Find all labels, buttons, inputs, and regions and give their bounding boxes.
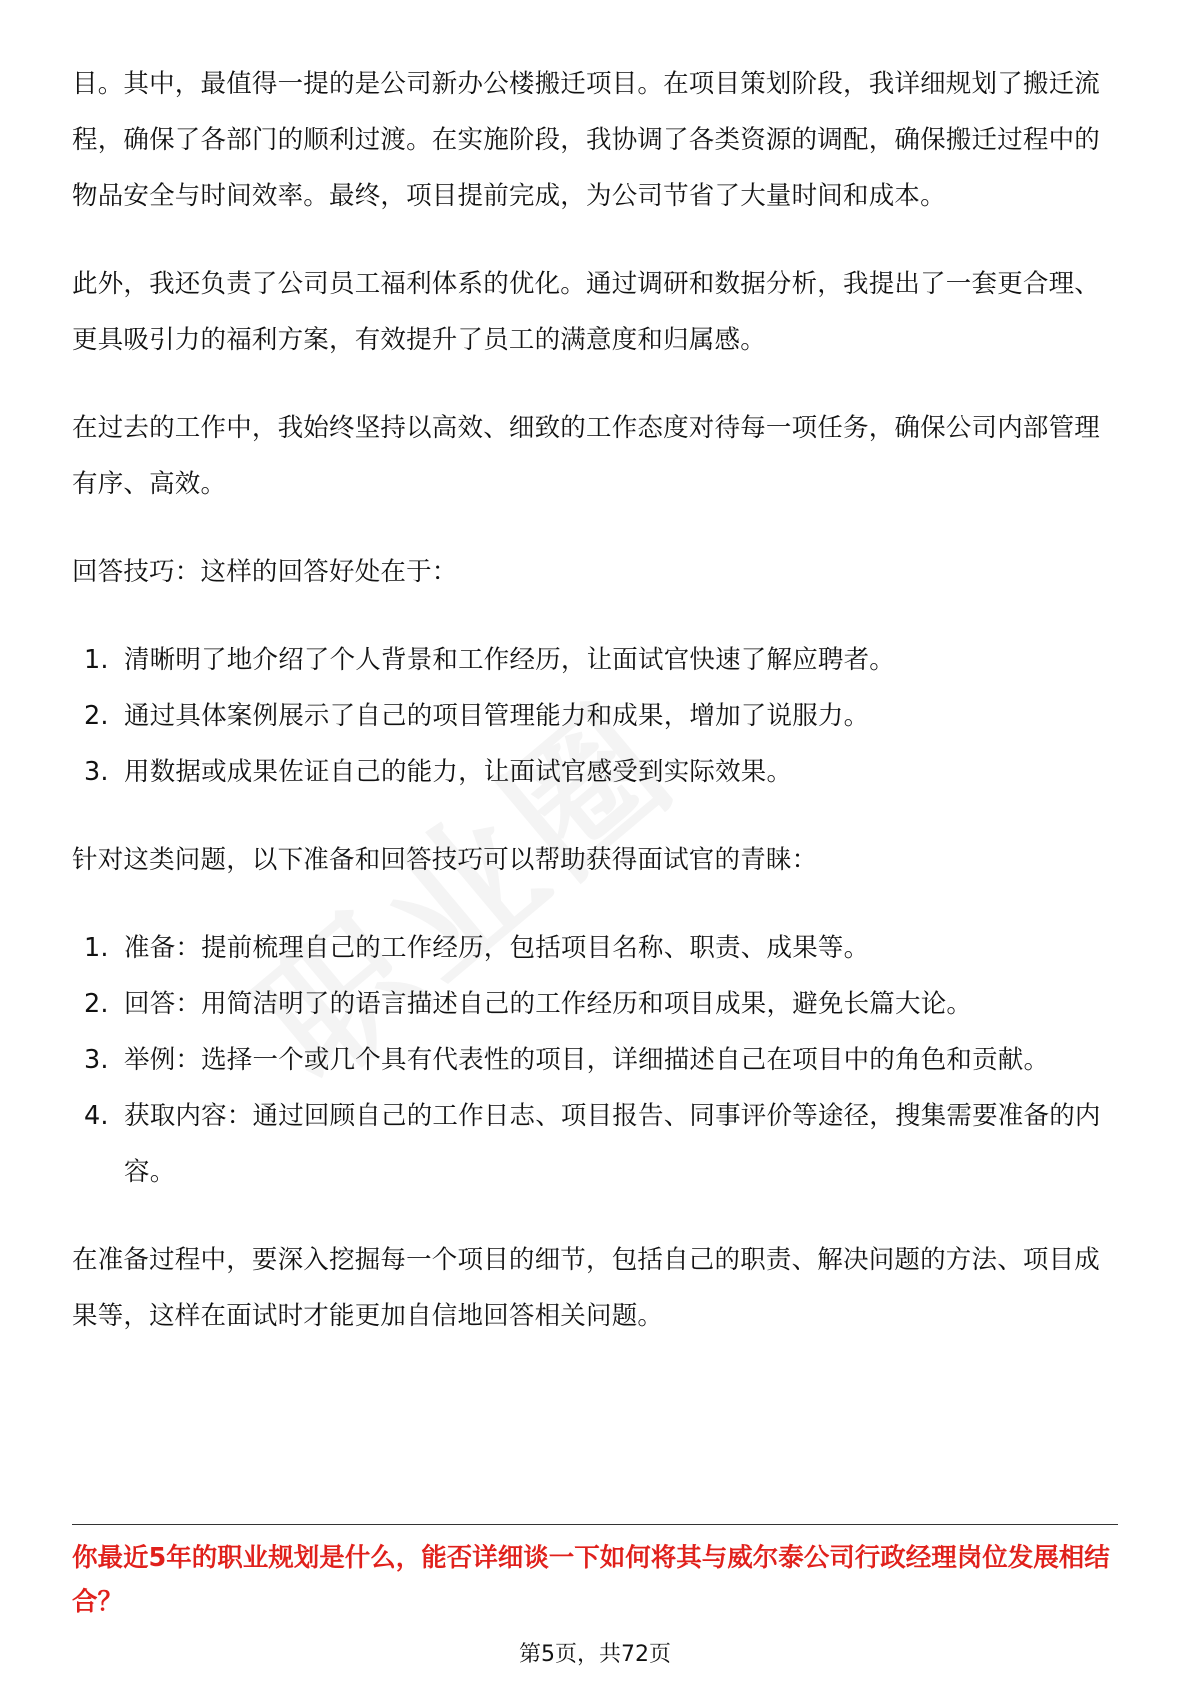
next-question: 你最近5年的职业规划是什么，能否详细谈一下如何将其与威尔泰公司行政经理岗位发展相结合？: [72, 1543, 1110, 1617]
list-item: 2. 回答：用简洁明了的语言描述自己的工作经历和项目成果，避免长篇大论。: [84, 989, 973, 1019]
paragraph-benefits: 此外，我还负责了公司员工福利体系的优化。通过调研和数据分析，我提出了一套更合理、更具吸引力的福利方案，有效提升了员工的满意度和归属感。: [72, 269, 1101, 355]
list-item: 1. 准备：提前梳理自己的工作经历，包括项目名称、职责、成果等。: [84, 933, 870, 963]
paragraph-attitude: 在过去的工作中，我始终坚持以高效、细致的工作态度对待每一项任务，确保公司内部管理有序、高效。: [72, 413, 1101, 499]
advantages-list: [72, 632, 1118, 800]
list-item: 3. 举例：选择一个或几个具有代表性的项目，详细描述自己在项目中的角色和贡献。: [84, 1045, 1050, 1075]
list-item: 4. 获取内容：通过回顾自己的工作日志、项目报告、同事评价等途径，搜集需要准备的内容。: [84, 1101, 1101, 1187]
section-divider: [72, 1524, 1118, 1525]
list-item: 1. 清晰明了地介绍了个人背景和工作经历，让面试官快速了解应聘者。: [84, 645, 896, 675]
paragraph-tips-heading: 回答技巧：这样的回答好处在于：: [72, 557, 458, 587]
prep-tips-list: [72, 920, 1118, 1200]
main-content: [72, 56, 1118, 1376]
list-item: 2. 通过具体案例展示了自己的项目管理能力和成果，增加了说服力。: [84, 701, 870, 731]
paragraph-closing: 在准备过程中，要深入挖掘每一个项目的细节，包括自己的职责、解决问题的方法、项目成果等，这样在面试时才能更加自信地回答相关问题。: [72, 1245, 1101, 1331]
page-number: 第5页，共72页: [519, 1642, 671, 1667]
paragraph-prep-intro: 针对这类问题，以下准备和回答技巧可以帮助获得面试官的青睐：: [72, 845, 818, 875]
paragraph-project: 目。其中，最值得一提的是公司新办公楼搬迁项目。在项目策划阶段，我详细规划了搬迁流程，确保了各部门的顺利过渡。在实施阶段，我协调了各类资源的调配，确保搬迁过程中的物品安全与时间效率。最终，项目提前完成，为公司节省了大量时间和成本。: [72, 69, 1101, 211]
list-item: 3. 用数据或成果佐证自己的能力，让面试官感受到实际效果。: [84, 757, 793, 787]
